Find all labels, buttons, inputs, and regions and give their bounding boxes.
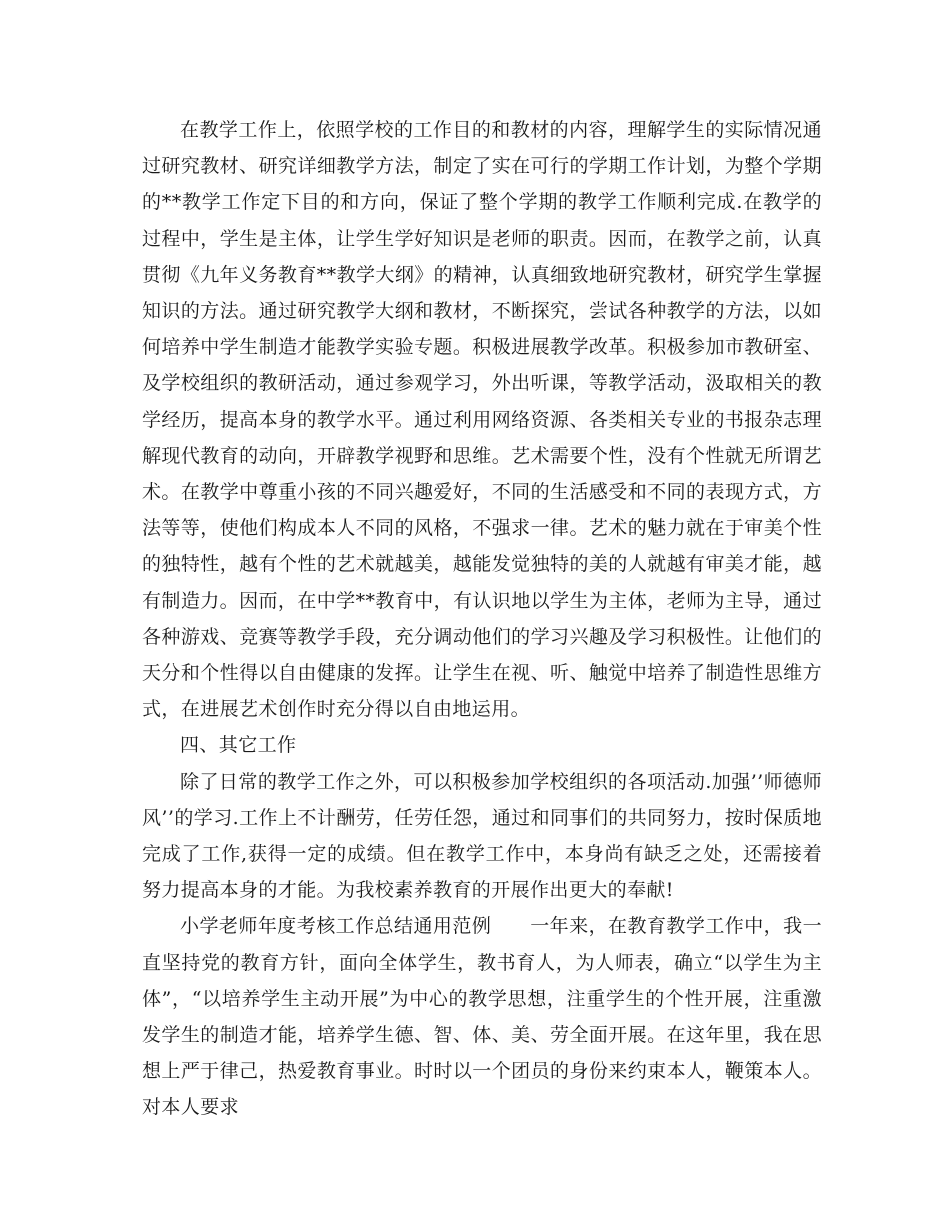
- paragraph-teaching-work: 在教学工作上，依照学校的工作目的和教材的内容，理解学生的实际情况通过研究教材、研究详细教学方法，制定了实在可行的学期工作计划，为整个学期的**教学工作定下目的和方向，保证了整个学期的教学工作顺利完成.在教学的过程中，学生是主体，让学生学好知识是老师的职责。因而，在教学之前，认真贯彻《九年义务教育**教学大纲》的精神，认真细致地研究教材，研究学生掌握知识的方法。通过研究教学大纲和教材，不断探究，尝试各种教学的方法，以如何培养中学生制造才能教学实验专题。积极进展教学改革。积极参加市教研室、及学校组织的教研活动，通过参观学习，外出听课，等教学活动，汲取相关的教学经历，提高本身的教学水平。通过利用网络资源、各类相关专业的书报杂志理解现代教育的动向，开辟教学视野和思维。艺术需要个性，没有个性就无所谓艺术。在教学中尊重小孩的不同兴趣爱好，不同的生活感受和不同的表现方式，方法等等，使他们构成本人不同的风格，不强求一律。艺术的魅力就在于审美个性的独特性，越有个性的艺术就越美，越能发觉独特的美的人就越有审美才能，越有制造力。因而，在中学**教育中，有认识地以学生为主体，老师为主导，通过各种游戏、竞赛等教学手段，充分调动他们的学习兴趣及学习积极性。让他们的天分和个性得以自由健康的发挥。让学生在视、听、触觉中培养了制造性思维方式，在进展艺术创作时充分得以自由地运用。: [142, 119, 822, 721]
- section-heading-other-work: 四、其它工作: [180, 734, 297, 757]
- paragraph-annual-summary: 小学老师年度考核工作总结通用范例 一年来，在教育教学工作中，我一直坚持党的教育方针，面向全体学生，教书育人，为人师表，确立“以学生为主体”，“以培养学生主动开展”为中心的教学思想，注重学生的个性开展，注重激发学生的制造才能，培养学生德、智、体、美、劳全面开展。在这年里，我在思想上严于律己，热爱教育事业。时时以一个团员的身份来约束本人，鞭策本人。对本人要求: [142, 915, 822, 1119]
- document-body: [142, 112, 822, 1126]
- paragraph-other-work: 除了日常的教学工作之外，可以积极参加学校组织的各项活动.加强’’师德师风’’的学习.工作上不计酬劳，任劳任怨，通过和同事们的共同努力，按时保质地完成了工作,获得一定的成绩。但在教学工作中，本身尚有缺乏之处，还需接着努力提高本身的才能。为我校素养教育的开展作出更大的奉献!: [142, 770, 822, 902]
